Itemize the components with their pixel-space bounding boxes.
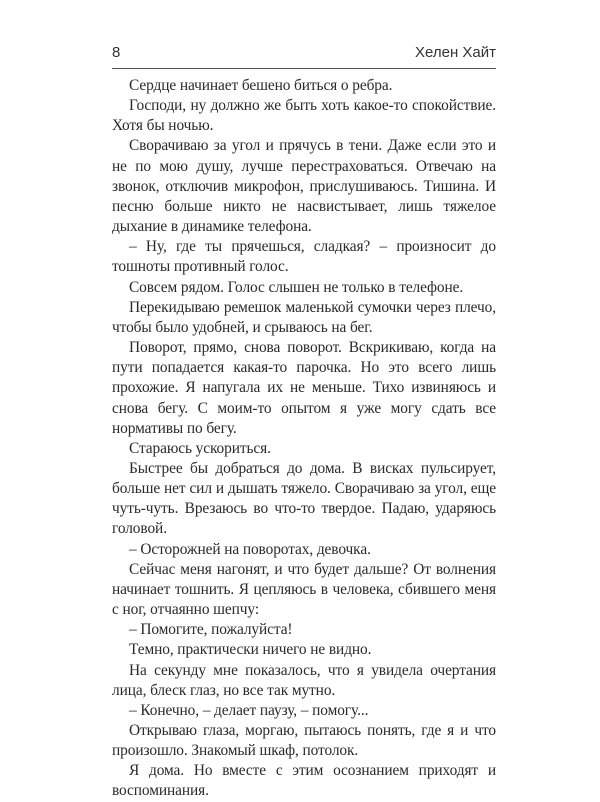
paragraph: Сейчас меня нагонят, и что будет дальше? От волнения начинает тошнить. Я цепляюсь в человека, сбившего меня с ног, отчаянно шепчу: — [112, 560, 496, 619]
paragraph: – Конечно, – делает паузу, – помогу... — [129, 701, 369, 719]
running-header — [112, 44, 496, 66]
paragraph: – Ну, где ты прячешься, сладкая? – произносит до тошноты противный голос. — [112, 238, 496, 276]
paragraph: Господи, ну должно же быть хоть какое-то спокойствие. Хотя бы ночью. — [112, 97, 496, 135]
paragraph: Поворот, прямо, снова поворот. Вскрикиваю, когда на пути попадается какая-то парочка. Но это всего лишь прохожие. Я напугала их не меньше. Тихо извиняюсь и снова бегу. С моим-то опытом я уже могу сдать все нормативы по бегу. — [112, 339, 496, 437]
header-rule — [112, 68, 496, 69]
paragraph: Перекидываю ремешок маленькой сумочки через плечо, чтобы было удобней, и срываюсь на бег. — [112, 298, 496, 336]
body-text — [112, 76, 496, 802]
paragraph: Сердце начинает бешено биться о ребра. — [129, 77, 393, 94]
paragraph: Стараюсь ускориться. — [129, 439, 271, 457]
paragraph: Темно, практически ничего не видно. — [129, 641, 372, 659]
paragraph: Я дома. Но вместе с этим осознанием приходят и воспоминания. — [112, 762, 496, 800]
paragraph: – Осторожней на поворотах, девочка. — [129, 540, 371, 558]
paragraph: Открываю глаза, моргаю, пытаюсь понять, где я и что произошло. Знакомый шкаф, потолок. — [112, 722, 496, 760]
page-number: 8 — [112, 44, 121, 61]
paragraph: На секунду мне показалось, что я увидела очертания лица, блеск глаз, но все так мутно. — [112, 661, 496, 699]
paragraph: Быстрее бы добраться до дома. В висках пульсирует, больше нет сил и дышать тяжело. Сворачиваю за угол, еще чуть-чуть. Врезаюсь во что-то твердое. Падаю, ударяюсь головой. — [112, 459, 496, 538]
paragraph: – Помогите, пожалуйста! — [129, 621, 293, 639]
running-title-author: Хелен Хайт — [415, 44, 496, 61]
paragraph: Совсем рядом. Голос слышен не только в телефоне. — [129, 278, 464, 296]
paragraph: Сворачиваю за угол и прячусь в тени. Даже если это и не по мою душу, лучше перестраховаться. Отвечаю на звонок, отключив микрофон, прислушиваюсь. Тишина. И песню больше никто не насвистывает, лишь тяжелое дыхание в динамике телефона. — [112, 137, 496, 236]
